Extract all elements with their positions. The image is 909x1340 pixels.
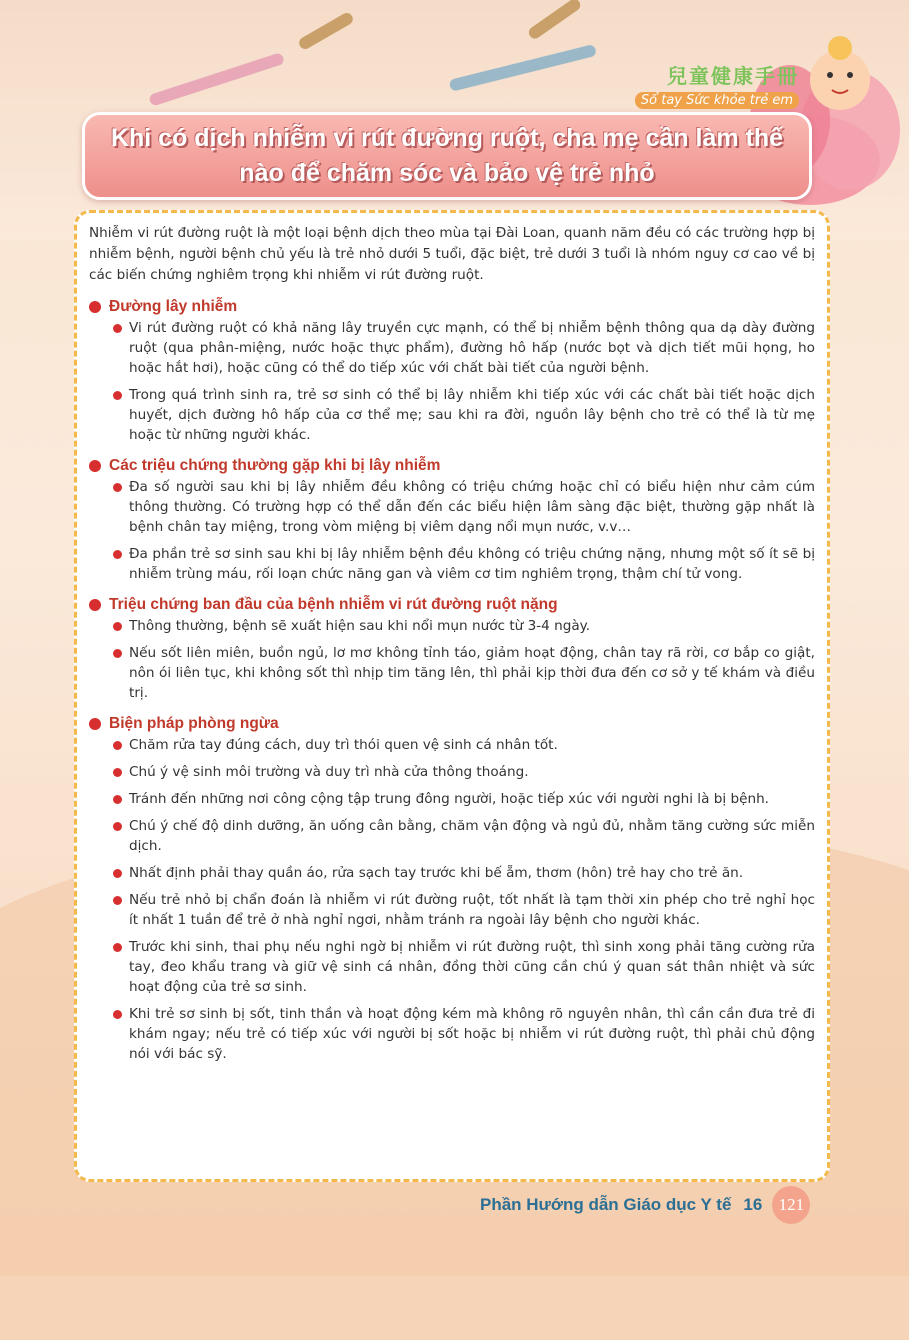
list-item-text: Chú ý vệ sinh môi trường và duy trì nhà cửa thông thoáng. — [129, 764, 529, 780]
content-box — [74, 210, 830, 1182]
list-item-text: Thông thường, bệnh sẽ xuất hiện sau khi nổi mụn nước từ 3-4 ngày. — [129, 618, 591, 634]
section-bullet-icon — [89, 718, 101, 730]
list-item — [111, 643, 815, 703]
list-item-text: Nếu sốt liên miên, buồn ngủ, lơ mơ không tỉnh táo, giảm hoạt động, chân tay rã rời, cơ bắp co giật, nôn ói liên tục, khi không sốt thì nhịp tim tăng lên, thì phải kịp thời đưa đến cơ sở y tế khám và điều trị. — [129, 645, 815, 701]
page-number: 121 — [772, 1186, 810, 1224]
section-bullet-icon — [89, 301, 101, 313]
bullet-icon — [113, 622, 122, 631]
bullet-icon — [113, 391, 122, 400]
list-item — [111, 890, 815, 930]
list-item-text: Khi trẻ sơ sinh bị sốt, tinh thần và hoạt động kém mà không rõ nguyên nhân, thì cần cần đưa trẻ đi khám ngay; nếu trẻ có tiếp xúc với người bị sốt hoặc bị nhiễm vi rút đường ruột, thì phải chủ động nói với bác sỹ. — [129, 1006, 815, 1062]
list-item-text: Nhất định phải thay quần áo, rửa sạch tay trước khi bế ẵm, thơm (hôn) trẻ hay cho trẻ ăn. — [129, 865, 744, 881]
brand-chinese: 兒童健康手冊 — [667, 64, 799, 88]
footer-section-name: Phần Hướng dẫn Giáo dục Y tế — [480, 1195, 732, 1214]
list-item — [111, 863, 815, 883]
section-title — [89, 298, 815, 316]
list-item — [111, 789, 815, 809]
intro-paragraph: Nhiễm vi rút đường ruột là một loại bệnh dịch theo mùa tại Đài Loan, quanh năm đều có các trường hợp bị nhiễm bệnh, người bệnh chủ yếu là trẻ nhỏ dưới 5 tuổi, đặc biệt, trẻ dưới 3 tuổi là nhóm nguy cơ cao về bị các biến chứng nghiêm trọng khi nhiễm vi rút đường ruột. — [89, 225, 815, 283]
list-item — [111, 937, 815, 997]
section-title — [89, 457, 815, 475]
bullet-icon — [113, 822, 122, 831]
section-prevention — [89, 715, 815, 1064]
list-item-text: Chăm rửa tay đúng cách, duy trì thói quen vệ sinh cá nhân tốt. — [129, 737, 558, 753]
list-item-text: Đa số người sau khi bị lây nhiễm đều không có triệu chứng hoặc chỉ có biểu hiện như cảm cúm thông thường. Có trường hợp có thể dẫn đến các biểu hiện lâm sàng đặc biệt, thường gặp nhất là bệnh chân tay miệng, trong vòm miệng bị viêm dạng nổi mụn nước, v.v… — [129, 479, 815, 535]
list-item-text: Chú ý chế độ dinh dưỡng, ăn uống cân bằng, chăm vận động và ngủ đủ, nhằm tăng cường sức miễn dịch. — [129, 818, 815, 854]
bullet-icon — [113, 1010, 122, 1019]
list-item — [111, 544, 815, 584]
section-severe-symptoms — [89, 596, 815, 703]
bullet-icon — [113, 768, 122, 777]
section-bullet-icon — [89, 460, 101, 472]
bullet-icon — [113, 795, 122, 804]
bullet-icon — [113, 324, 122, 333]
list-item-text: Đa phần trẻ sơ sinh sau khi bị lây nhiễm bệnh đều không có triệu chứng nặng, nhưng một số ít sẽ bị nhiễm trùng máu, rối loạn chức năng gan và viêm cơ tim nghiêm trọng, thậm chí tử vong. — [129, 546, 815, 582]
list-item-text: Nếu trẻ nhỏ bị chẩn đoán là nhiễm vi rút đường ruột, tốt nhất là tạm thời xin phép cho trẻ nghỉ học ít nhất 1 tuần để trẻ ở nhà nghỉ ngơi, nhằm tránh ra ngoài lây bệnh cho người khác. — [129, 892, 815, 928]
page-title: Khi có dịch nhiễm vi rút đường ruột, cha mẹ cần làm thế nào để chăm sóc và bảo vệ trẻ nhỏ — [110, 124, 784, 187]
section-symptoms — [89, 457, 815, 584]
section-title-text: Đường lây nhiễm — [109, 298, 238, 315]
section-transmission — [89, 298, 815, 445]
footer-section-number: 16 — [743, 1195, 763, 1214]
list-item — [111, 735, 815, 755]
list-item — [111, 477, 815, 537]
page-footer — [480, 1186, 810, 1224]
list-item-text: Tránh đến những nơi công cộng tập trung đông người, hoặc tiếp xúc với người nghi là bị bệnh. — [129, 791, 770, 807]
section-title-text: Các triệu chứng thường gặp khi bị lây nhiễm — [109, 457, 441, 474]
section-bullet-icon — [89, 599, 101, 611]
list-item — [111, 816, 815, 856]
list-item — [111, 1004, 815, 1064]
brand-logo — [635, 60, 799, 109]
section-title — [89, 715, 815, 733]
bullet-icon — [113, 550, 122, 559]
bullet-icon — [113, 483, 122, 492]
list-item — [111, 762, 815, 782]
title-banner — [82, 112, 812, 200]
bullet-icon — [113, 896, 122, 905]
list-item-text: Trong quá trình sinh ra, trẻ sơ sinh có thể bị lây nhiễm khi tiếp xúc với các chất bài tiết hoặc dịch huyết, dịch đường hô hấp của cơ thể mẹ; sau khi ra đời, nguồn lây bệnh cho trẻ có thể là từ mẹ hoặc từ những người khác. — [129, 387, 815, 443]
section-title — [89, 596, 815, 614]
bullet-icon — [113, 741, 122, 750]
list-item — [111, 385, 815, 445]
list-item — [111, 318, 815, 378]
bullet-icon — [113, 869, 122, 878]
section-title-text: Triệu chứng ban đầu của bệnh nhiễm vi rút đường ruột nặng — [109, 596, 558, 613]
brand-vietnamese: Sổ tay Sức khỏe trẻ em — [635, 92, 799, 109]
bullet-icon — [113, 649, 122, 658]
list-item — [111, 616, 815, 636]
list-item-text: Trước khi sinh, thai phụ nếu nghi ngờ bị nhiễm vi rút đường ruột, thì sinh xong phải tăng cường rửa tay, đeo khẩu trang và giữ vệ sinh cá nhân, đồng thời cũng cần chú ý quan sát thân nhiệt và sức hoạt động của trẻ sơ sinh. — [129, 939, 815, 995]
section-title-text: Biện pháp phòng ngừa — [109, 715, 279, 732]
list-item-text: Vi rút đường ruột có khả năng lây truyền cực mạnh, có thể bị nhiễm bệnh thông qua dạ dày đường ruột (qua phân-miệng, nước hoặc thực phẩm), đường hô hấp (nước bọt và dịch tiết mũi họng, ho hoặc hắt hơi), hoặc cũng có thể do tiếp xúc với chất bài tiết của người bệnh. — [129, 320, 815, 376]
bullet-icon — [113, 943, 122, 952]
